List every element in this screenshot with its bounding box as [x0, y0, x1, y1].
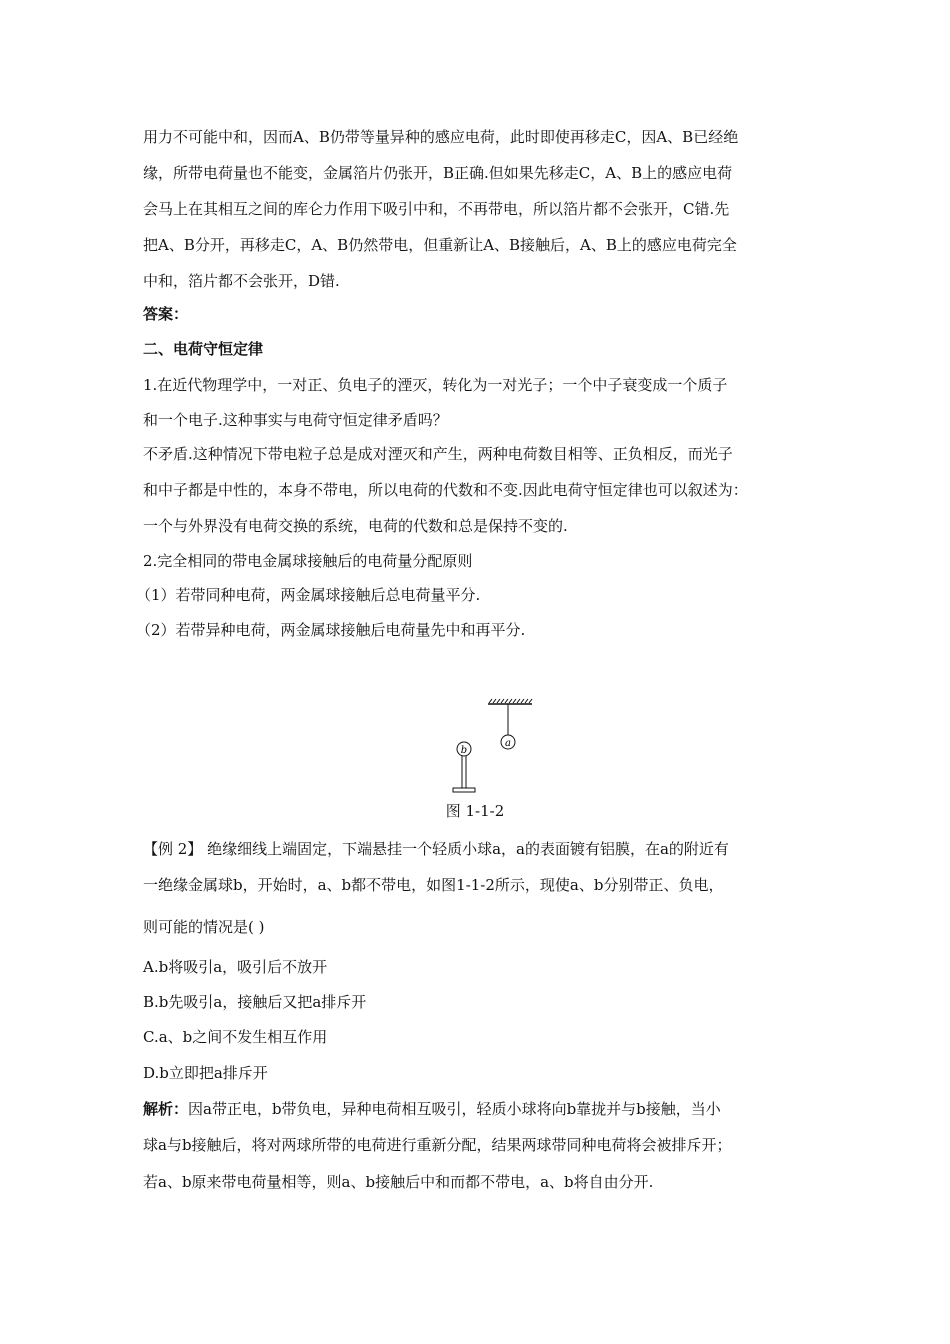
rule-line: （2）若带异种电荷，两金属球接触后电荷量先中和再平分.: [136, 621, 526, 639]
text-line: 缘，所带电荷量也不能变，金属箔片仍张开，B正确.但如果先移走C，A、B上的感应电荷: [143, 164, 733, 182]
answer-line: 和中子都是中性的，本身不带电，所以电荷的代数和不变.因此电荷守恒定律也可以叙述为：: [143, 481, 748, 499]
option-b: B.b先吸引a，接触后又把a排斥开: [143, 993, 367, 1011]
analysis-text: 因a带正电，b带负电，异种电荷相互吸引，轻质小球将向b靠拢并与b接触，当小: [188, 1100, 721, 1118]
ceiling-hatch: [489, 699, 532, 703]
example-line: 【例 2】 绝缘细线上端固定，下端悬挂一个轻质小球a，a的表面镀有铝膜，在a的附近有: [143, 840, 729, 858]
text-line: 中和，箔片都不会张开，D错.: [143, 272, 340, 290]
ball-b-label: b: [460, 745, 468, 756]
example-line: 则可能的情况是( ): [143, 918, 265, 936]
question-line: 2.完全相同的带电金属球接触后的电荷量分配原则: [143, 552, 473, 570]
text-line: 把A、B分开，再移走C，A、B仍然带电，但重新让A、B接触后，A、B上的感应电荷完全: [143, 236, 737, 254]
analysis-line: 球a与b接触后，将对两球所带的电荷进行重新分配，结果两球带同种电荷将会被排斥开；: [143, 1136, 732, 1154]
question-line: 1.在近代物理学中，一对正、负电子的湮灭，转化为一对光子；一个中子衰变成一个质子: [143, 376, 728, 394]
answer-line: 不矛盾.这种情况下带电粒子总是成对湮灭和产生，两种电荷数目相等、正负相反，而光子: [143, 445, 733, 463]
ball-a-label: a: [505, 738, 511, 749]
figure-caption: 图 1-1-2: [445, 802, 505, 820]
text-line: 会马上在其相互之间的库仑力作用下吸引中和，不再带电，所以箔片都不会张开，C错.先: [143, 200, 730, 218]
question-line: 和一个电子.这种事实与电荷守恒定律矛盾吗？: [143, 411, 448, 429]
stand-base: [453, 788, 475, 792]
option-d: D.b立即把a排斥开: [143, 1064, 268, 1082]
analysis-line: [143, 1099, 721, 1119]
option-a: A.b将吸引a，吸引后不放开: [143, 958, 328, 976]
answer-label: 答案：: [143, 305, 189, 323]
analysis-line: 若a、b原来带电荷量相等，则a、b接触后中和而都不带电，a、b将自由分开.: [143, 1173, 654, 1191]
rule-line: （1）若带同种电荷，两金属球接触后总电荷量平分.: [136, 586, 481, 604]
example-line: 一绝缘金属球b，开始时，a、b都不带电，如图1-1-2所示，现使a、b分别带正、负电，: [143, 876, 724, 894]
figure-pendulum: [440, 690, 550, 800]
analysis-label: 解析：: [143, 1100, 189, 1118]
text-line: 用力不可能中和，因而A、B仍带等量异种的感应电荷，此时即使再移走C，因A、B已经绝: [143, 128, 739, 146]
section-heading: 二、电荷守恒定律: [143, 340, 264, 358]
answer-line: 一个与外界没有电荷交换的系统，电荷的代数和总是保持不变的.: [143, 517, 568, 535]
option-c: C.a、b之间不发生相互作用: [143, 1028, 328, 1046]
